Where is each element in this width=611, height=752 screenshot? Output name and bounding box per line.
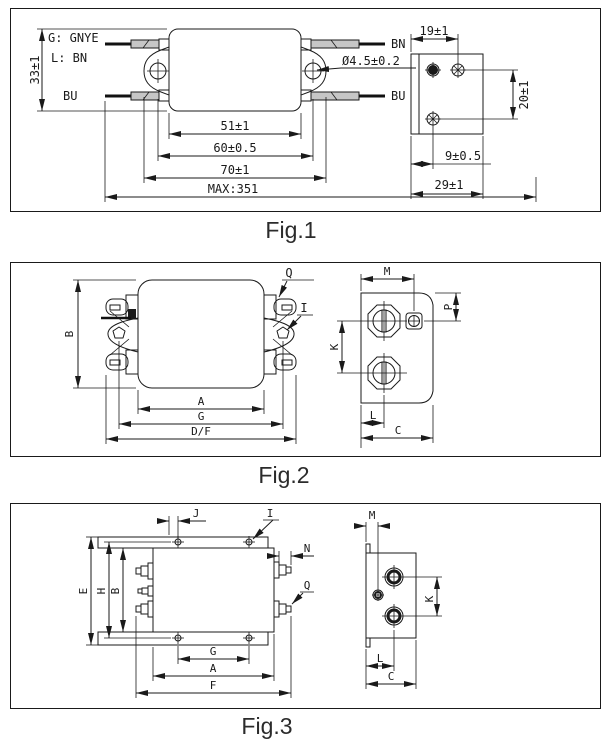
fig3-side-view [354, 509, 442, 689]
fig2-panel [10, 262, 601, 457]
dim-g: G [209, 645, 217, 658]
dim-m: M [368, 509, 376, 522]
wire-label-line-left: L: BN [51, 51, 88, 65]
dim-k: K [423, 595, 436, 603]
dim-a: A [209, 662, 217, 675]
fig1-drawing [11, 9, 600, 211]
dim-side-width: 29±1 [434, 178, 464, 192]
wire-label-neutral-right: BU [391, 89, 406, 103]
dim-body-height: 33±1 [28, 55, 42, 85]
wire-label-line-right: BN [391, 37, 406, 51]
callout-q-label: Q [303, 579, 311, 592]
dim-c: C [387, 670, 395, 683]
fig1-wires [105, 40, 385, 100]
fig3-panel [10, 503, 601, 709]
fig3-left-terminals [136, 563, 153, 617]
dim-bracket-width: 70±1 [220, 163, 250, 177]
dim-side-hole-offset: 9±0.5 [444, 149, 482, 163]
fig2-side-ground-terminal [406, 313, 422, 329]
fig1-front-view [144, 29, 326, 111]
fig1-caption: Fig.1 [265, 217, 317, 243]
fig2-terminal-bottom-left [106, 350, 138, 374]
dim-g: G [197, 410, 205, 423]
dim-c: C [394, 424, 402, 437]
fig2-right-ear [264, 311, 294, 355]
dim-p: P [442, 303, 455, 311]
dim-j: J [192, 507, 200, 520]
dim-df: D/F [191, 425, 211, 438]
fig1-left-mount-hole [147, 59, 169, 83]
dim-n: N [303, 542, 311, 555]
fig2-terminal-top-right [264, 295, 296, 319]
fig1-side-hole-2 [450, 62, 466, 78]
dim-side-hole-spacing-v: 20±1 [517, 80, 531, 110]
callout-q-label: Q [285, 266, 293, 280]
fig1-side-hole-1 [425, 62, 441, 78]
dim-b: B [63, 330, 76, 338]
fig3-caption: Fig.3 [241, 713, 293, 739]
fig2-side-terminal-top [337, 301, 407, 341]
fig3-callout-flange-hole [253, 507, 279, 539]
fig3-callout-terminal [292, 579, 314, 604]
dim-side-hole-spacing-h: 19±1 [419, 24, 449, 38]
fig1-panel [10, 8, 601, 212]
dim-b: B [109, 587, 122, 595]
fig1-side-view [411, 24, 531, 199]
dim-l: L [369, 409, 377, 422]
fig2-callout-terminal [279, 266, 314, 297]
fig2-terminal-bottom-right [264, 350, 296, 374]
fig3-side-terminal-bottom [382, 604, 442, 628]
dim-e: E [77, 587, 90, 595]
fig1-hole-dia-callout [317, 54, 416, 70]
dim-hole-span: 60±0.5 [213, 141, 257, 155]
fig3-front-view [98, 536, 291, 645]
fig2-front-view [101, 280, 296, 388]
wire-label-ground: G: GNYE [48, 31, 99, 45]
callout-i-label: I [300, 301, 308, 315]
fig1-side-hole-3 [425, 111, 441, 127]
fig1-right-mount-hole [302, 59, 324, 83]
fig3-dim-j [157, 507, 206, 539]
dim-m: M [383, 265, 391, 278]
fig3-right-terminals [274, 562, 291, 617]
dim-f: F [209, 679, 217, 692]
fig3-side-terminal-top [382, 565, 442, 589]
hole-dia-label: Ø4.5±0.2 [342, 54, 400, 68]
wire-label-neutral-left: BU [63, 89, 78, 103]
fig3-drawing [11, 504, 600, 706]
fig2-side-terminal-bottom [337, 353, 407, 393]
fig2-drawing [11, 263, 600, 456]
dim-overall-length: MAX:351 [207, 182, 259, 196]
dim-h: H [95, 587, 108, 595]
fig2-dim-height [63, 280, 136, 388]
callout-i-label: I [266, 507, 274, 520]
dim-k: K [328, 343, 341, 351]
dim-a: A [197, 395, 205, 408]
fig2-caption: Fig.2 [258, 462, 310, 488]
dim-l: L [376, 652, 384, 665]
fig2-dim-chain [106, 341, 296, 444]
dim-body-width: 51±1 [220, 119, 250, 133]
fig2-side-view [328, 265, 461, 448]
